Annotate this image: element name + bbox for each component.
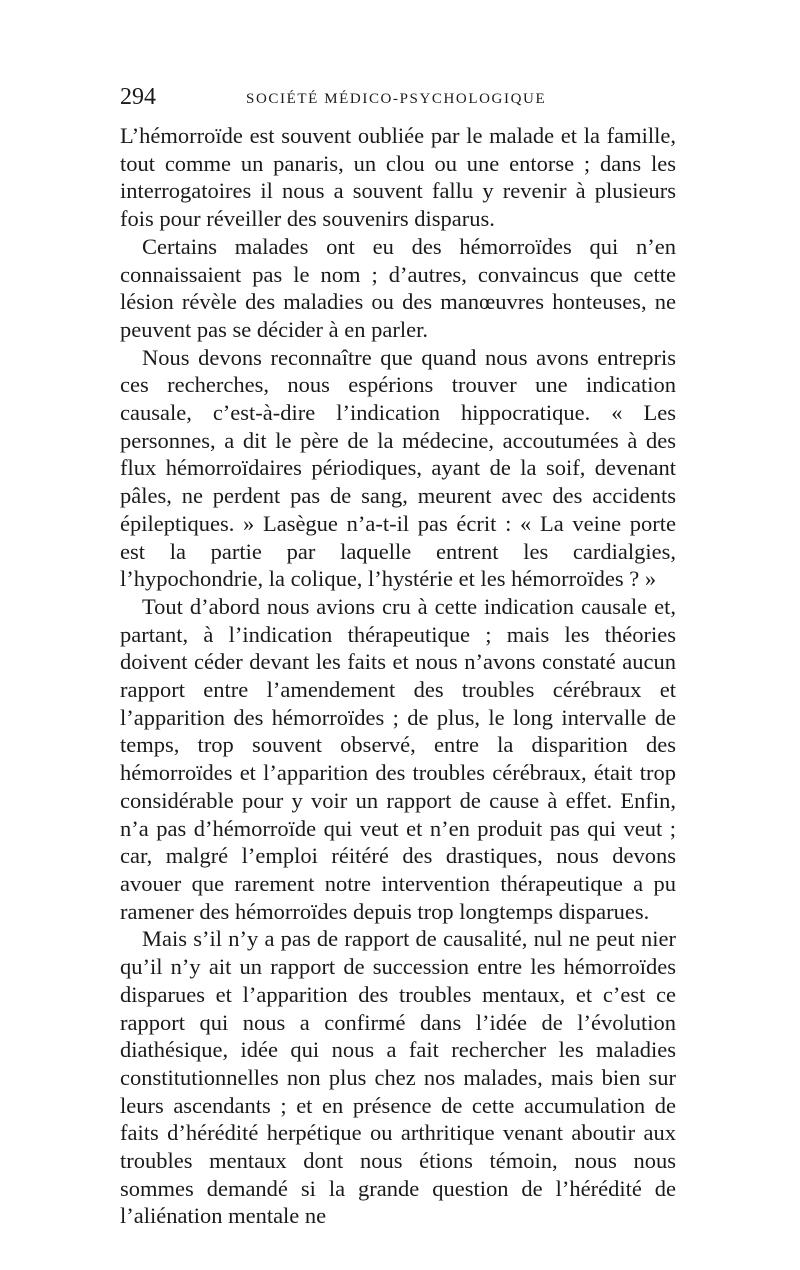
book-page (120, 82, 676, 1230)
paragraph-5: Mais s’il n’y a pas de rapport de causalité, nul ne peut nier qu’il n’y ait un rapport de succession entre les hémorroïdes disparues et l’apparition des troubles mentaux, et c’est ce rapport qui nous a confirmé dans l’idée de l’évolution diathésique, idée qui nous a fait rechercher les maladies constitutionnelles non plus chez nos malades, mais bien sur leurs ascendants ; et en présence de cette accumulation de faits d’hérédité herpétique ou arthritique venant aboutir aux troubles mentaux dont nous étions témoin, nous nous sommes demandé si la grande question de l’hérédité de l’aliénation mentale ne (120, 926, 676, 1229)
body-text (120, 122, 676, 1230)
paragraph-1: L’hémorroïde est souvent oubliée par le malade et la famille, tout comme un panaris, un clou ou une entorse ; dans les interrogatoires il nous a souvent fallu y revenir à plusieurs fois pour réveiller des souvenirs disparus. (120, 123, 676, 232)
page-number: 294 (120, 84, 156, 110)
paragraph-3: Nous devons reconnaître que quand nous avons entrepris ces recherches, nous espérions trouver une indication causale, c’est-à-dire l’indication hippocratique. « Les personnes, a dit le père de la médecine, accoutumées à des flux hémorroïdaires périodiques, ayant de la soif, devenant pâles, ne perdent pas de sang, meurent avec des accidents épileptiques. » Lasègue n’a-t-il pas écrit : « La veine porte est la partie par laquelle entrent les cardialgies, l’hypochondrie, la colique, l’hystérie et les hémorroïdes ? » (120, 344, 676, 592)
paragraph-4: Tout d’abord nous avions cru à cette indication causale et, partant, à l’indication thérapeutique ; mais les théories doivent céder devant les faits et nous n’avons constaté aucun rapport entre l’amendement des troubles cérébraux et l’apparition des hémorroïdes ; de plus, le long intervalle de temps, trop souvent observé, entre la disparition des hémorroïdes et l’apparition des troubles cérébraux, était trop considérable pour y voir un rapport de cause à effet. Enfin, n’a pas d’hémorroïde qui veut et n’en produit pas qui veut ; car, malgré l’emploi réitéré des drastiques, nous devons avouer que rarement notre intervention thérapeutique a pu ramener des hémorroïdes depuis trop longtemps disparues. (120, 593, 676, 924)
page-header (120, 82, 676, 122)
paragraph-2: Certains malades ont eu des hémorroïdes qui n’en connaissaient pas le nom ; d’autres, convaincus que cette lésion révèle des maladies ou des manœuvres honteuses, ne peuvent pas se décider à en parler. (120, 233, 676, 342)
running-head: SOCIÉTÉ MÉDICO-PSYCHOLOGIQUE (246, 91, 547, 107)
